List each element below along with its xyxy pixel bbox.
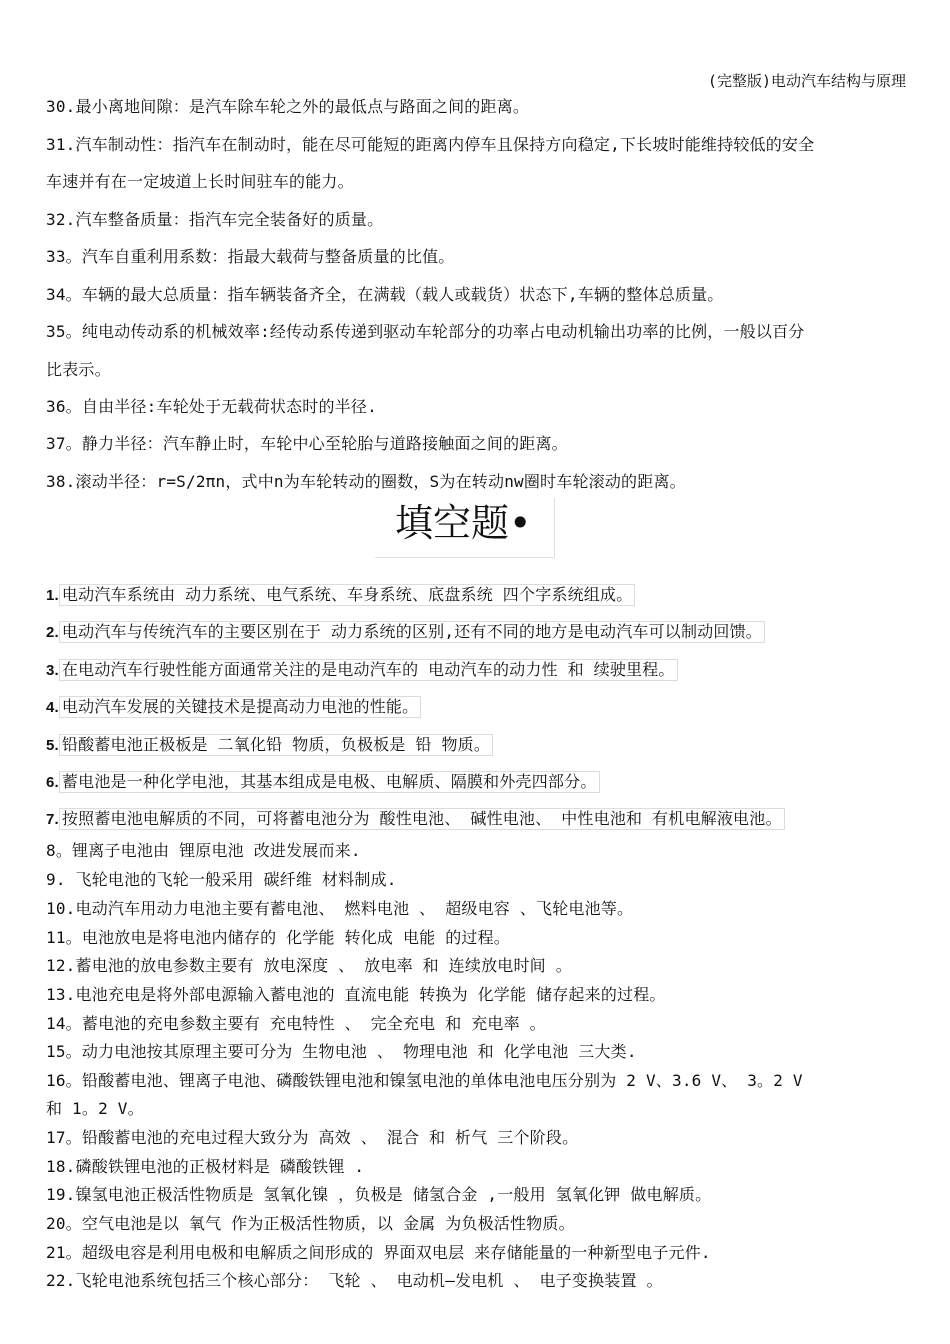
page-header: (完整版)电动汽车结构与原理 <box>707 72 906 90</box>
fill-blank-line: 11。电池放电是将电池内储存的 化学能 转化成 电能 的过程。 <box>46 928 510 947</box>
item-text: 电动汽车与传统汽车的主要区别在于 动力系统的区别,还有不同的地方是电动汽车可以制动回馈。 <box>59 621 765 643</box>
definition-line: 比表示。 <box>46 360 111 379</box>
fill-blank-line: 13.电池充电是将外部电源输入蓄电池的 直流电能 转换为 化学能 储存起来的过程。 <box>46 985 666 1004</box>
fill-blank-item <box>46 659 908 681</box>
item-number: 4. <box>46 699 59 716</box>
fill-blank-line: 18.磷酸铁锂电池的正极材料是 磷酸铁锂 . <box>46 1157 365 1176</box>
definition-line: 33。汽车自重利用系数：指最大载荷与整备质量的比值。 <box>46 247 455 266</box>
item-number: 6. <box>46 774 59 791</box>
item-number: 3. <box>46 662 59 679</box>
fill-blank-line: 14。蓄电池的充电参数主要有 充电特性 、 完全充电 和 充电率 。 <box>46 1014 546 1033</box>
fill-blank-line: 12.蓄电池的放电参数主要有 放电深度 、 放电率 和 连续放电时间 。 <box>46 956 572 975</box>
item-text: 在电动汽车行驶性能方面通常关注的是电动汽车的 电动汽车的动力性 和 续驶里程。 <box>59 659 678 681</box>
fill-blank-line: 16。铅酸蓄电池、锂离子电池、磷酸铁锂电池和镍氢电池的单体电池电压分别为 2 V、3.6 V、 3。2 V <box>46 1071 803 1090</box>
item-text: 电动汽车系统由 动力系统、电气系统、车身系统、底盘系统 四个字系统组成。 <box>59 584 635 606</box>
item-number: 1. <box>46 587 59 604</box>
fill-blank-item <box>46 696 908 718</box>
fill-blank-item <box>46 621 908 643</box>
item-text: 蓄电池是一种化学电池，其基本组成是电极、电解质、隔膜和外壳四部分。 <box>59 771 600 793</box>
definition-line: 38.滚动半径：r=S/2πn，式中n为车轮转动的圈数，S为在转动nw圈时车轮滚动的距离。 <box>46 472 686 491</box>
fill-blank-item <box>46 808 908 830</box>
fill-blank-line: 9. 飞轮电池的飞轮一般采用 碳纤维 材料制成. <box>46 870 397 889</box>
definition-line: 32.汽车整备质量：指汽车完全装备好的质量。 <box>46 210 384 229</box>
item-text: 电动汽车发展的关键技术是提高动力电池的性能。 <box>59 696 421 718</box>
item-number: 5. <box>46 737 59 754</box>
fill-blank-line: 22.飞轮电池系统包括三个核心部分： 飞轮 、 电动机—发电机 、 电子变换装置 。 <box>46 1271 663 1290</box>
definition-line: 31.汽车制动性：指汽车在制动时，能在尽可能短的距离内停车且保持方向稳定,下长坡时能维持较低的安全 <box>46 135 815 154</box>
definition-line: 37。静力半径：汽车静止时，车轮中心至轮胎与道路接触面之间的距离。 <box>46 434 568 453</box>
fill-blank-item <box>46 734 908 756</box>
definition-line: 34。车辆的最大总质量：指车辆装备齐全，在满载（载人或载货）状态下,车辆的整体总质量。 <box>46 285 724 304</box>
fill-blank-line: 17。铅酸蓄电池的充电过程大致分为 高效 、 混合 和 析气 三个阶段。 <box>46 1128 579 1147</box>
definition-line: 36。自由半径:车轮处于无载荷状态时的半径. <box>46 397 377 416</box>
item-text: 铅酸蓄电池正极板是 二氧化铅 物质，负极板是 铅 物质。 <box>59 734 493 756</box>
fill-blank-item <box>46 584 908 606</box>
fill-blank-line: 19.镍氢电池正极活性物质是 氢氧化镍 ，负极是 储氢合金 ,一般用 氢氧化钾 做电解质。 <box>46 1185 712 1204</box>
item-number: 2. <box>46 624 59 641</box>
section-title: 填空题• <box>375 498 555 558</box>
definition-line: 车速并有在一定坡道上长时间驻车的能力。 <box>46 172 354 191</box>
fill-blank-line: 和 1。2 V。 <box>46 1099 144 1118</box>
definition-line: 30.最小离地间隙：是汽车除车轮之外的最低点与路面之间的距离。 <box>46 97 530 116</box>
fill-blank-item <box>46 771 908 793</box>
item-text: 按照蓄电池电解质的不同，可将蓄电池分为 酸性电池、 碱性电池、 中性电池和 有机电解液电池。 <box>59 808 785 830</box>
item-number: 7. <box>46 811 59 828</box>
fill-blank-line: 20。空气电池是以 氧气 作为正极活性物质，以 金属 为负极活性物质。 <box>46 1214 575 1233</box>
fill-blank-line: 10.电动汽车用动力电池主要有蓄电池、 燃料电池 、 超级电容 、飞轮电池等。 <box>46 899 634 918</box>
fill-blank-line: 21。超级电容是利用电极和电解质之间形成的 界面双电层 来存储能量的一种新型电子元件. <box>46 1243 711 1262</box>
definition-line: 35。纯电动传动系的机械效率:经传动系传递到驱动车轮部分的功率占电动机输出功率的比例，一般以百分 <box>46 322 805 341</box>
fill-blank-line: 15。动力电池按其原理主要可分为 生物电池 、 物理电池 和 化学电池 三大类. <box>46 1042 637 1061</box>
fill-blank-line: 8。锂离子电池由 锂原电池 改进发展而来. <box>46 841 361 860</box>
